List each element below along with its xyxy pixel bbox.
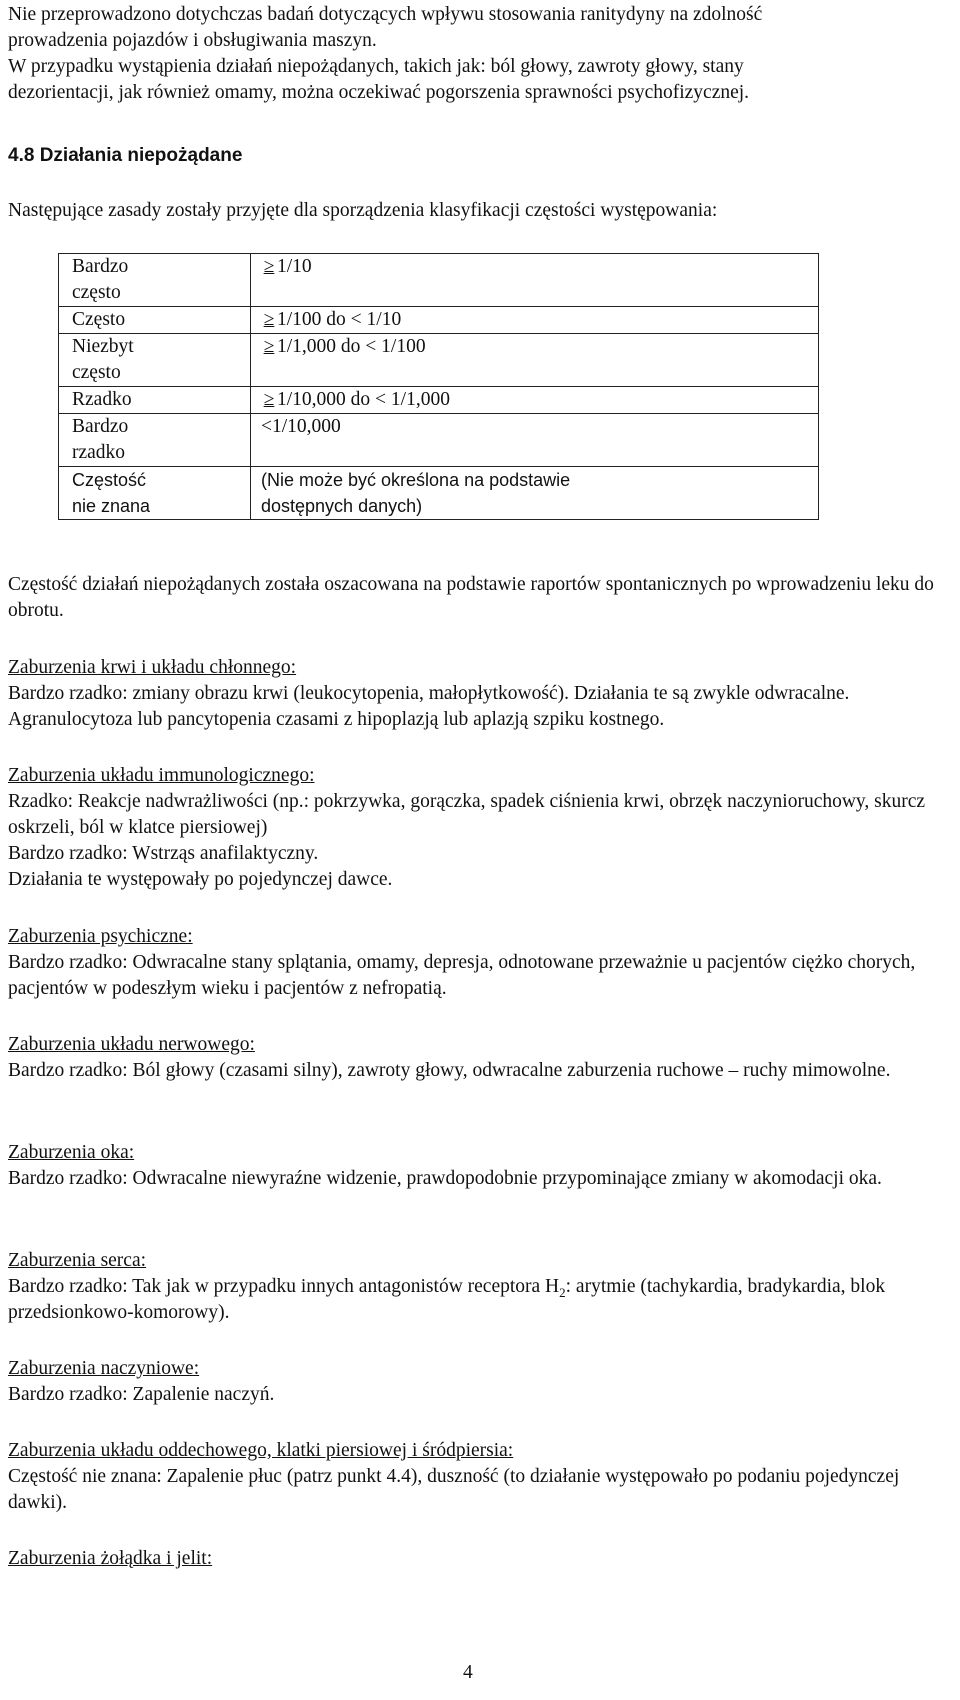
intro-line: Nie przeprowadzono dotychczas badań dotyczących wpływu stosowania ranitydyny na zdolność [8, 4, 763, 25]
section-body: Bardzo rzadko: Tak jak w przypadku innych antagonistów receptora $H_2$: arytmie (tachykardia, bradykardia, blok przedsionkowo-komorowy). [8, 1276, 886, 1323]
subscript: 2 [559, 1284, 566, 1300]
section-title: Zaburzenia układu nerwowego: [8, 1034, 255, 1055]
section-respiratory [8, 1438, 948, 1516]
table-row [59, 467, 819, 520]
frequency-value-cell: (Nie może być określona na podstawie dostępnych danych) [251, 467, 819, 520]
section-body: Bardzo rzadko: zmiany obrazu krwi (leukocytopenia, małopłytkowość). Działania te są zwykle odwracalne. Agranulocytoza lub pancytopenia czasami z hipoplazją lub aplazją szpiku kostnego. [8, 683, 850, 730]
section-body: Bardzo rzadko: Odwracalne niewyraźne widzenie, prawdopodobnie przypominające zmiany w akomodacji oka. [8, 1168, 882, 1189]
frequency-note: Częstość działań niepożądanych została oszacowana na podstawie raportów spontanicznych po wprowadzeniu leku do obrotu. [8, 574, 934, 621]
table-row [59, 334, 819, 387]
section-heart [8, 1248, 948, 1326]
section-title: Zaburzenia układu immunologicznego: [8, 765, 315, 786]
section-body: Bardzo rzadko: Ból głowy (czasami silny), zawroty głowy, odwracalne zaburzenia ruchowe – ruchy mimowolne. [8, 1060, 891, 1081]
section-psychiatric [8, 924, 948, 1002]
section-body: Częstość nie znana: Zapalenie płuc (patrz punkt 4.4), duszność (to działanie występowało po podaniu pojedynczej dawki). [8, 1466, 900, 1513]
section-title: Zaburzenia żołądka i jelit: [8, 1548, 213, 1569]
section-title: Zaburzenia psychiczne: [8, 926, 193, 947]
section-title: Zaburzenia oka: [8, 1142, 135, 1163]
table-row [59, 307, 819, 334]
table-row [59, 414, 819, 467]
intro-line: dezorientacji, jak również omamy, można oczekiwać pogorszenia sprawności psychofizycznej. [8, 82, 750, 103]
section-body: Rzadko: Reakcje nadwrażliwości (np.: pokrzywka, gorączka, spadek ciśnienia krwi, obrzęk naczynioruchowy, skurcz oskrzeli, ból w klatce piersiowej) [8, 791, 926, 838]
frequency-label-cell: Częstość nie znana [59, 467, 251, 520]
section-body: Bardzo rzadko: Zapalenie naczyń. [8, 1384, 275, 1405]
intro-line: prowadzenia pojazdów i obsługiwania maszyn. [8, 30, 377, 51]
table-row [59, 254, 819, 307]
section-title: Zaburzenia krwi i układu chłonnego: [8, 657, 297, 678]
classification-lead: Następujące zasady zostały przyjęte dla sporządzenia klasyfikacji częstości występowania: [8, 200, 718, 221]
section-body: Bardzo rzadko: Wstrząs anafilaktyczny. [8, 843, 319, 864]
section-title: Zaburzenia naczyniowe: [8, 1358, 200, 1379]
frequency-label-cell: Rzadko [59, 387, 251, 414]
section-immune [8, 763, 948, 893]
frequency-value-cell: ≥ 1/10,000 do < 1/1,000 [251, 387, 819, 414]
frequency-value-cell: ≥ 1/1,000 do < 1/100 [251, 334, 819, 387]
frequency-label-cell: Często [59, 307, 251, 334]
section-heading: 4.8 Działania niepożądane [8, 145, 243, 166]
frequency-table [58, 253, 819, 520]
frequency-label-cell: Bardzo często [59, 254, 251, 307]
section-eye [8, 1140, 948, 1192]
section-body: Bardzo rzadko: Odwracalne stany splątania, omamy, depresja, odnotowane przeważnie u pacjentów ciężko chorych, pacjentów w podeszłym wieku i pacjentów z nefropatią. [8, 952, 916, 999]
section-nervous [8, 1032, 948, 1084]
frequency-value-cell: <1/10,000 [251, 414, 819, 467]
frequency-label-cell: Niezbyt często [59, 334, 251, 387]
section-gastro [8, 1546, 948, 1572]
section-vascular [8, 1356, 948, 1408]
table-row [59, 387, 819, 414]
section-body: Działania te występowały po pojedynczej dawce. [8, 869, 393, 890]
intro-line: W przypadku wystąpienia działań niepożądanych, takich jak: ból głowy, zawroty głowy, stany [8, 56, 744, 77]
frequency-value-cell: ≥ 1/10 [251, 254, 819, 307]
section-title: Zaburzenia serca: [8, 1250, 147, 1271]
frequency-label-cell: Bardzo rzadko [59, 414, 251, 467]
section-title: Zaburzenia układu oddechowego, klatki piersiowej i śródpiersia: [8, 1440, 514, 1461]
intro-paragraph [8, 2, 948, 106]
page-number: 4 [463, 1662, 473, 1683]
section-blood [8, 655, 948, 733]
frequency-value-cell: ≥ 1/100 do < 1/10 [251, 307, 819, 334]
